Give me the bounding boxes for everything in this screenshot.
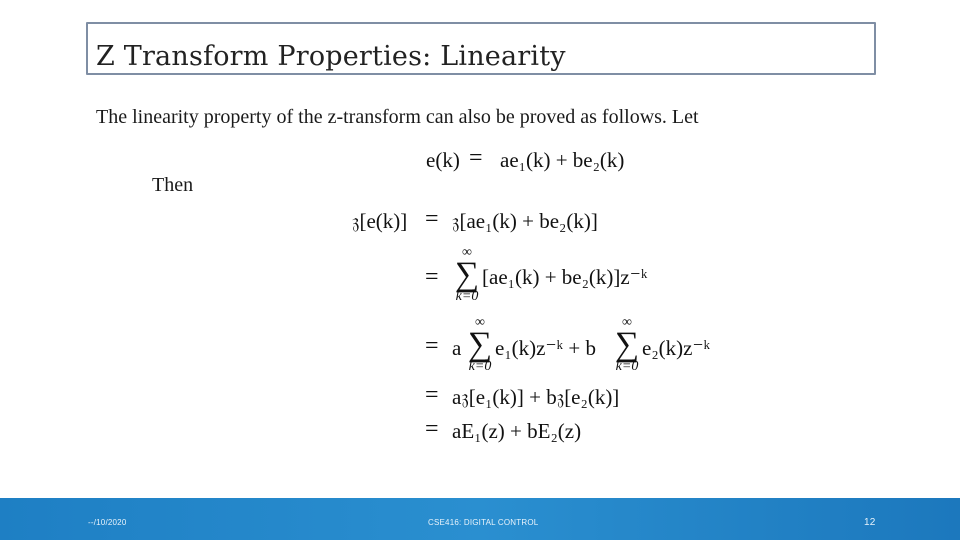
footer-date: --/10/2020 — [88, 518, 127, 527]
sigma-icon: ∑ — [454, 256, 480, 293]
equation-line-1: 𝔷[ae₁(k) + be₂(k)] — [452, 209, 598, 233]
definition-lhs: e(k) — [426, 148, 460, 172]
sum-lower-limit: k=0 — [455, 289, 479, 304]
equation-line-3-part2: e₂(k)z⁻ᵏ — [642, 336, 711, 360]
equals-1: = — [425, 206, 439, 232]
equals-4: = — [425, 382, 439, 408]
footer-bar — [0, 498, 960, 540]
sum-upper-limit: ∞ — [622, 315, 632, 330]
line3-coefficient-a: a — [452, 336, 462, 360]
equation-line-4: a𝔷[e₁(k)] + b𝔷[e₂(k)] — [452, 385, 620, 409]
sum-lower-limit: k=0 — [615, 359, 639, 374]
equation-line-2: [ae₁(k) + be₂(k)]z⁻ᵏ — [482, 265, 648, 289]
sum-lower-limit: k=0 — [468, 359, 492, 374]
equation-line-3-part1: e₁(k)z⁻ᵏ + b — [495, 336, 597, 360]
then-text: Then — [152, 174, 194, 196]
slide-title: Z Transform Properties: Linearity — [96, 41, 566, 72]
sum-upper-limit: ∞ — [475, 315, 485, 330]
z-transform-lhs: 𝔷[e(k)] — [352, 209, 408, 233]
sigma-icon: ∑ — [467, 326, 493, 363]
sum-upper-limit: ∞ — [462, 245, 472, 260]
footer-page-number: 12 — [864, 517, 876, 528]
title-box — [86, 22, 876, 75]
definition-equals: = — [469, 145, 483, 171]
definition-rhs: ae₁(k) + be₂(k) — [500, 148, 625, 172]
footer-course: CSE416: DIGITAL CONTROL — [428, 518, 539, 527]
summation-3a — [465, 316, 495, 374]
equals-2: = — [425, 264, 439, 290]
summation-3b — [612, 316, 642, 374]
intro-text: The linearity property of the z-transform can also be proved as follows. Let — [96, 106, 699, 128]
summation-2 — [452, 246, 482, 304]
equation-line-5: aE₁(z) + bE₂(z) — [452, 419, 582, 443]
sigma-icon: ∑ — [614, 326, 640, 363]
equals-5: = — [425, 416, 439, 442]
equals-3: = — [425, 333, 439, 359]
